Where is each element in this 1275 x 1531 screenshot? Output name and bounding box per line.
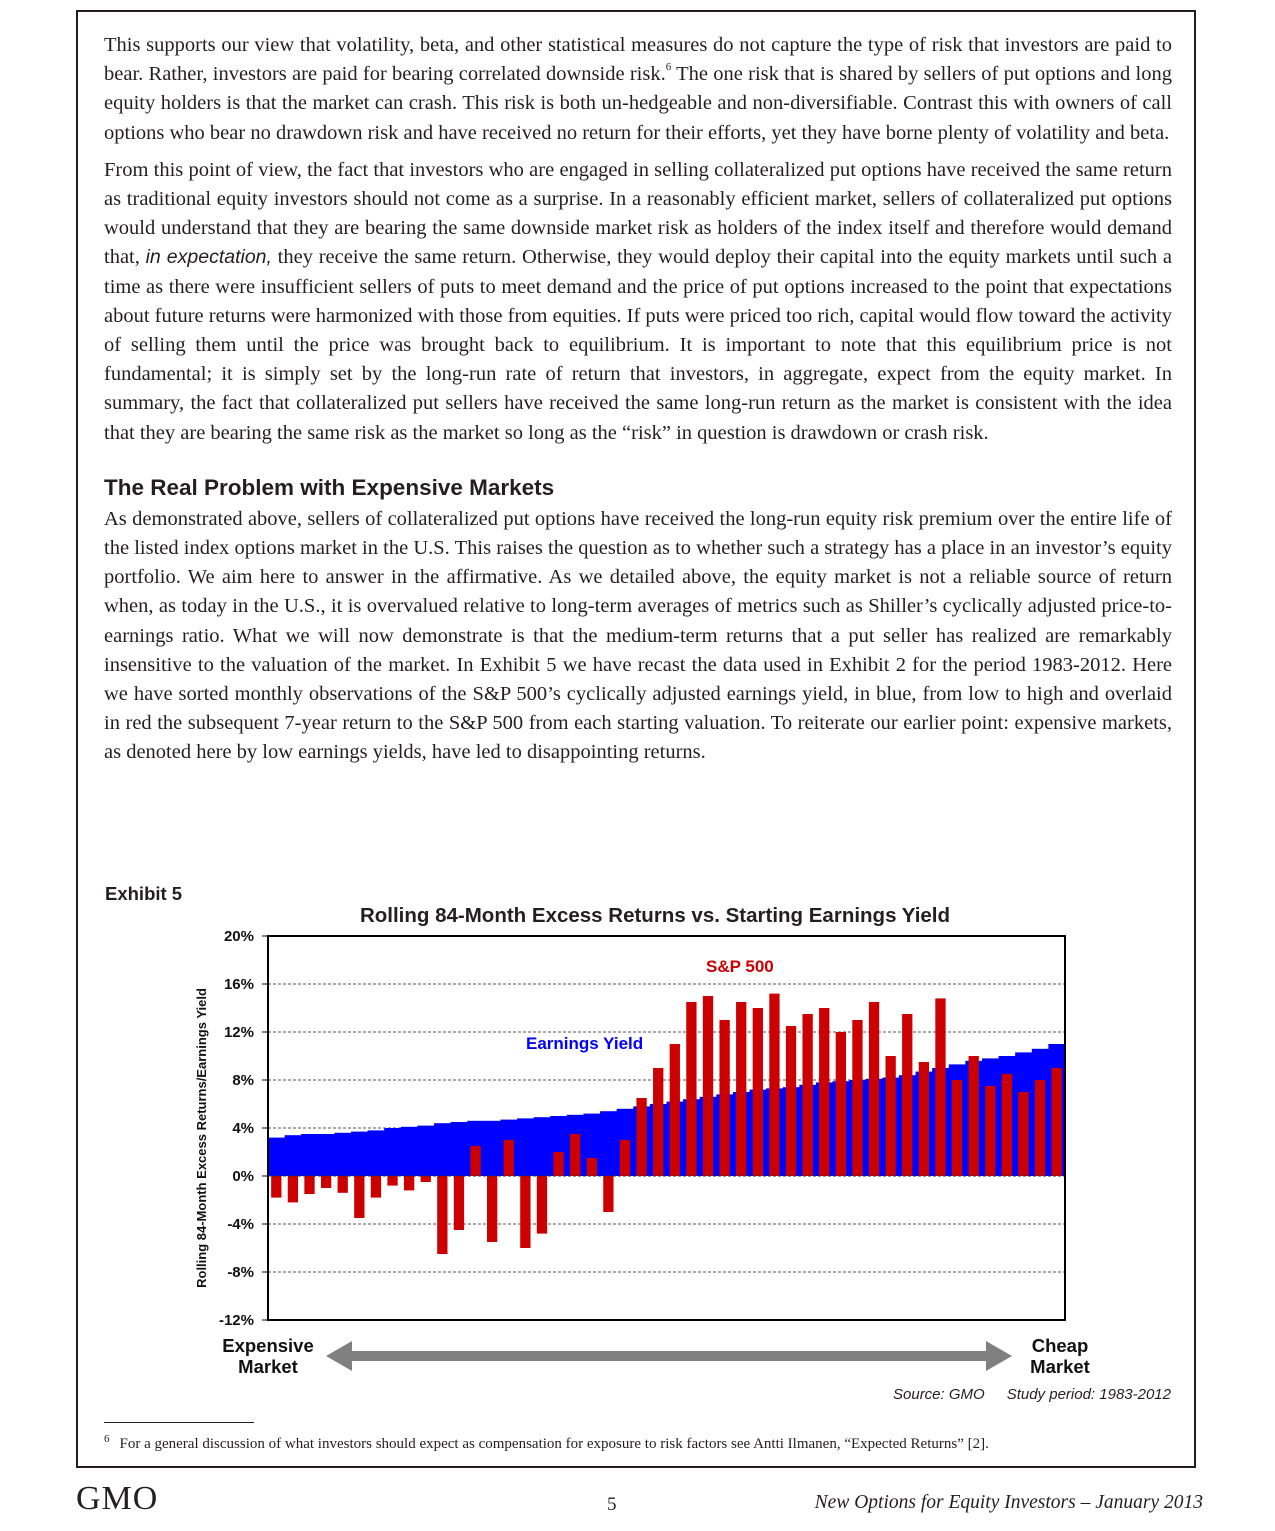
- sp500-bar: [869, 1002, 879, 1176]
- earnings-yield-bar: [285, 1135, 302, 1176]
- paragraph-2: [104, 156, 1172, 448]
- sp500-bar: [1052, 1068, 1062, 1176]
- sp500-bar: [321, 1176, 331, 1188]
- sp500-bar: [1002, 1074, 1012, 1176]
- y-tick-label: 0%: [232, 1168, 254, 1185]
- sp500-bar: [570, 1134, 580, 1176]
- chart-svg: [180, 920, 1140, 1390]
- earnings-yield-bar: [451, 1122, 468, 1176]
- sp500-bar: [553, 1152, 563, 1176]
- earnings-yield-bar: [401, 1127, 418, 1176]
- sp500-bar: [620, 1140, 630, 1176]
- arrow-head-left-icon: [326, 1341, 352, 1371]
- earnings-yield-bar: [600, 1111, 617, 1176]
- footnote-ref[interactable]: 6: [665, 61, 672, 74]
- sp500-bar: [902, 1014, 912, 1176]
- sp500-bar: [454, 1176, 464, 1230]
- y-tick-label: 8%: [232, 1072, 254, 1089]
- earnings-yield-bar: [434, 1123, 451, 1176]
- earnings-yield-bar: [484, 1121, 501, 1176]
- x-right-label: Cheap Market: [1030, 1335, 1090, 1377]
- sp500-bar: [1035, 1080, 1045, 1176]
- series-label-earnings-yield: Earnings Yield: [526, 1034, 644, 1053]
- footnote-text: For a general discussion of what investors should expect as compensation for exposure to risk factors see Antti Ilmanen, “Expected Returns” [2].: [119, 1436, 989, 1452]
- page-number: 5: [607, 1494, 617, 1515]
- sp500-bar: [653, 1068, 663, 1176]
- sp500-bar: [520, 1176, 530, 1248]
- y-tick-label: 16%: [223, 976, 254, 993]
- sp500-bar: [736, 1002, 746, 1176]
- sp500-bar: [404, 1176, 414, 1190]
- paragraph-1-text-b: The one risk that is shared by sellers of put options and long equity holders is that the market can crash. This risk is both un-hedgeable and non-diversifiable. Contrast this with owners of call options who bear no drawdown risk and have received no return for their efforts, yet they have borne plenty of volatility and beta.: [104, 63, 1172, 144]
- footnote: [104, 1430, 1172, 1453]
- sp500-bar: [786, 1026, 796, 1176]
- sp500-bar: [719, 1020, 729, 1176]
- sp500-bar: [836, 1032, 846, 1176]
- paragraph-2-text-a: From this point of view, the fact that investors who are engaged in selling collateralized put options have received the same return as traditional equity investors should not come as a surprise. In a reasonably efficient market, sellers of collateralized put options would understand that they are bearing the same downside market risk as holders of the index itself and therefore would demand that,: [104, 158, 1172, 269]
- sp500-bar: [437, 1176, 447, 1254]
- sp500-bar: [421, 1176, 431, 1182]
- exhibit-chart: [180, 920, 1140, 1390]
- sp500-bar: [670, 1044, 680, 1176]
- sp500-bar: [952, 1080, 962, 1176]
- y-tick-label: 4%: [232, 1120, 254, 1137]
- y-tick-label: 12%: [223, 1024, 254, 1041]
- earnings-yield-bar: [351, 1132, 368, 1176]
- paragraph-2-emphasis: in expectation,: [145, 246, 272, 269]
- y-tick-label: -4%: [227, 1216, 254, 1233]
- study-period: Study period: 1983-2012: [1006, 1386, 1171, 1403]
- section-heading: The Real Problem with Expensive Markets: [104, 474, 555, 500]
- sp500-bar: [819, 1008, 829, 1176]
- sp500-bar: [354, 1176, 364, 1218]
- sp500-bar: [935, 998, 945, 1176]
- sp500-bar: [304, 1176, 314, 1194]
- earnings-yield-bar: [384, 1128, 401, 1176]
- earnings-yield-bar: [417, 1126, 434, 1176]
- sp500-bar: [470, 1146, 480, 1176]
- series-label-sp500: S&P 500: [706, 957, 774, 976]
- sp500-bar: [487, 1176, 497, 1242]
- earnings-yield-bar: [318, 1134, 335, 1176]
- footnote-rule: [104, 1422, 254, 1423]
- arrow-head-right-icon: [986, 1341, 1012, 1371]
- footer-logo: GMO: [76, 1480, 159, 1517]
- sp500-bar: [537, 1176, 547, 1234]
- sp500-bar: [686, 1002, 696, 1176]
- earnings-yield-bar: [301, 1134, 318, 1176]
- y-tick-label: 20%: [223, 928, 254, 945]
- arrow-shaft: [348, 1351, 988, 1361]
- sp500-bar: [288, 1176, 298, 1202]
- sp500-bar: [603, 1176, 613, 1212]
- sp500-bar: [919, 1062, 929, 1176]
- paragraph-1: [104, 31, 1172, 148]
- y-tick-label: -8%: [227, 1264, 254, 1281]
- sp500-bar: [802, 1014, 812, 1176]
- footnote-number: 6: [104, 1433, 110, 1445]
- sp500-bar: [703, 996, 713, 1176]
- sp500-bar: [985, 1086, 995, 1176]
- exhibit-label: Exhibit 5: [105, 883, 183, 904]
- sp500-bar: [636, 1098, 646, 1176]
- sp500-bar: [753, 1008, 763, 1176]
- sp500-bar: [271, 1176, 281, 1198]
- sp500-bar: [852, 1020, 862, 1176]
- x-left-label: Expensive Market: [222, 1335, 314, 1377]
- sp500-bar: [969, 1056, 979, 1176]
- sp500-bar: [504, 1140, 514, 1176]
- earnings-yield-bar: [517, 1118, 534, 1176]
- sp500-bar: [338, 1176, 348, 1193]
- earnings-yield-bar: [334, 1133, 351, 1176]
- y-axis-label: Rolling 84-Month Excess Returns/Earnings Yield: [194, 988, 209, 1288]
- earnings-yield-bar: [268, 1138, 285, 1176]
- earnings-yield-bar: [534, 1117, 551, 1176]
- sp500-bar: [587, 1158, 597, 1176]
- chart-title: Rolling 84-Month Excess Returns vs. Starting Earnings Yield: [359, 904, 951, 927]
- chart-source: [871, 1386, 1171, 1403]
- paragraph-1-text-a: This supports our view that volatility, beta, and other statistical measures do not capture the type of risk that investors are paid to bear. Rather, investors are paid for bearing correlated downside risk.: [104, 34, 1172, 86]
- y-tick-label: -12%: [218, 1312, 254, 1329]
- paragraph-2-text-b: they receive the same return. Otherwise, they would deploy their capital into the equity markets until such a time as there were insufficient sellers of puts to meet demand and the price of put options increased to the point that expectations about future returns were harmonized with those from equities. If puts were priced too rich, capital would flow toward the activity of selling them until the price was brought back to equilibrium. It is important to note that this equilibrium price is not fundamental; it is simply set by the long-run rate of return that investors, in aggregate, expect from the equity market. In summary, the fact that collateralized put sellers have received the same long-run return as the market is consistent with the idea that they are bearing the same risk as the market so long as the “risk” in question is drawdown or crash risk.: [104, 246, 1172, 444]
- sp500-bar: [769, 994, 779, 1176]
- sp500-bar: [1018, 1092, 1028, 1176]
- paragraph-3: As demonstrated above, sellers of collateralized put options have received the long-run equity risk premium over the entire life of the listed index options market in the U.S. This raises the question as to whether such a strategy has a place in an investor’s equity portfolio. We aim here to answer in the affirmative. As we detailed above, the equity market is not a reliable source of return when, as today in the U.S., it is overvalued relative to long-term averages of metrics such as Shiller’s cyclically adjusted price-to-earnings ratio. What we will now demonstrate is that the medium-term returns that a put seller has realized are remarkably insensitive to the valuation of the market. In Exhibit 5 we have recast the data used in Exhibit 2 for the period 1983-2012. Here we have sorted monthly observations of the S&P 500’s cyclically adjusted earnings yield, in blue, from low to high and overlaid in red the subsequent 7-year return to the S&P 500 from each starting valuation. To reiterate our earlier point: expensive markets, as denoted here by low earnings yields, have led to disappointing returns.: [104, 507, 1172, 764]
- publication-title: New Options for Equity Investors – January 2013: [814, 1492, 1203, 1513]
- sp500-bar: [886, 1056, 896, 1176]
- source-text: Source: GMO: [893, 1386, 985, 1403]
- sp500-bar: [371, 1176, 381, 1198]
- earnings-yield-bar: [368, 1130, 385, 1176]
- sp500-bar: [387, 1176, 397, 1186]
- article-body: [104, 31, 1172, 776]
